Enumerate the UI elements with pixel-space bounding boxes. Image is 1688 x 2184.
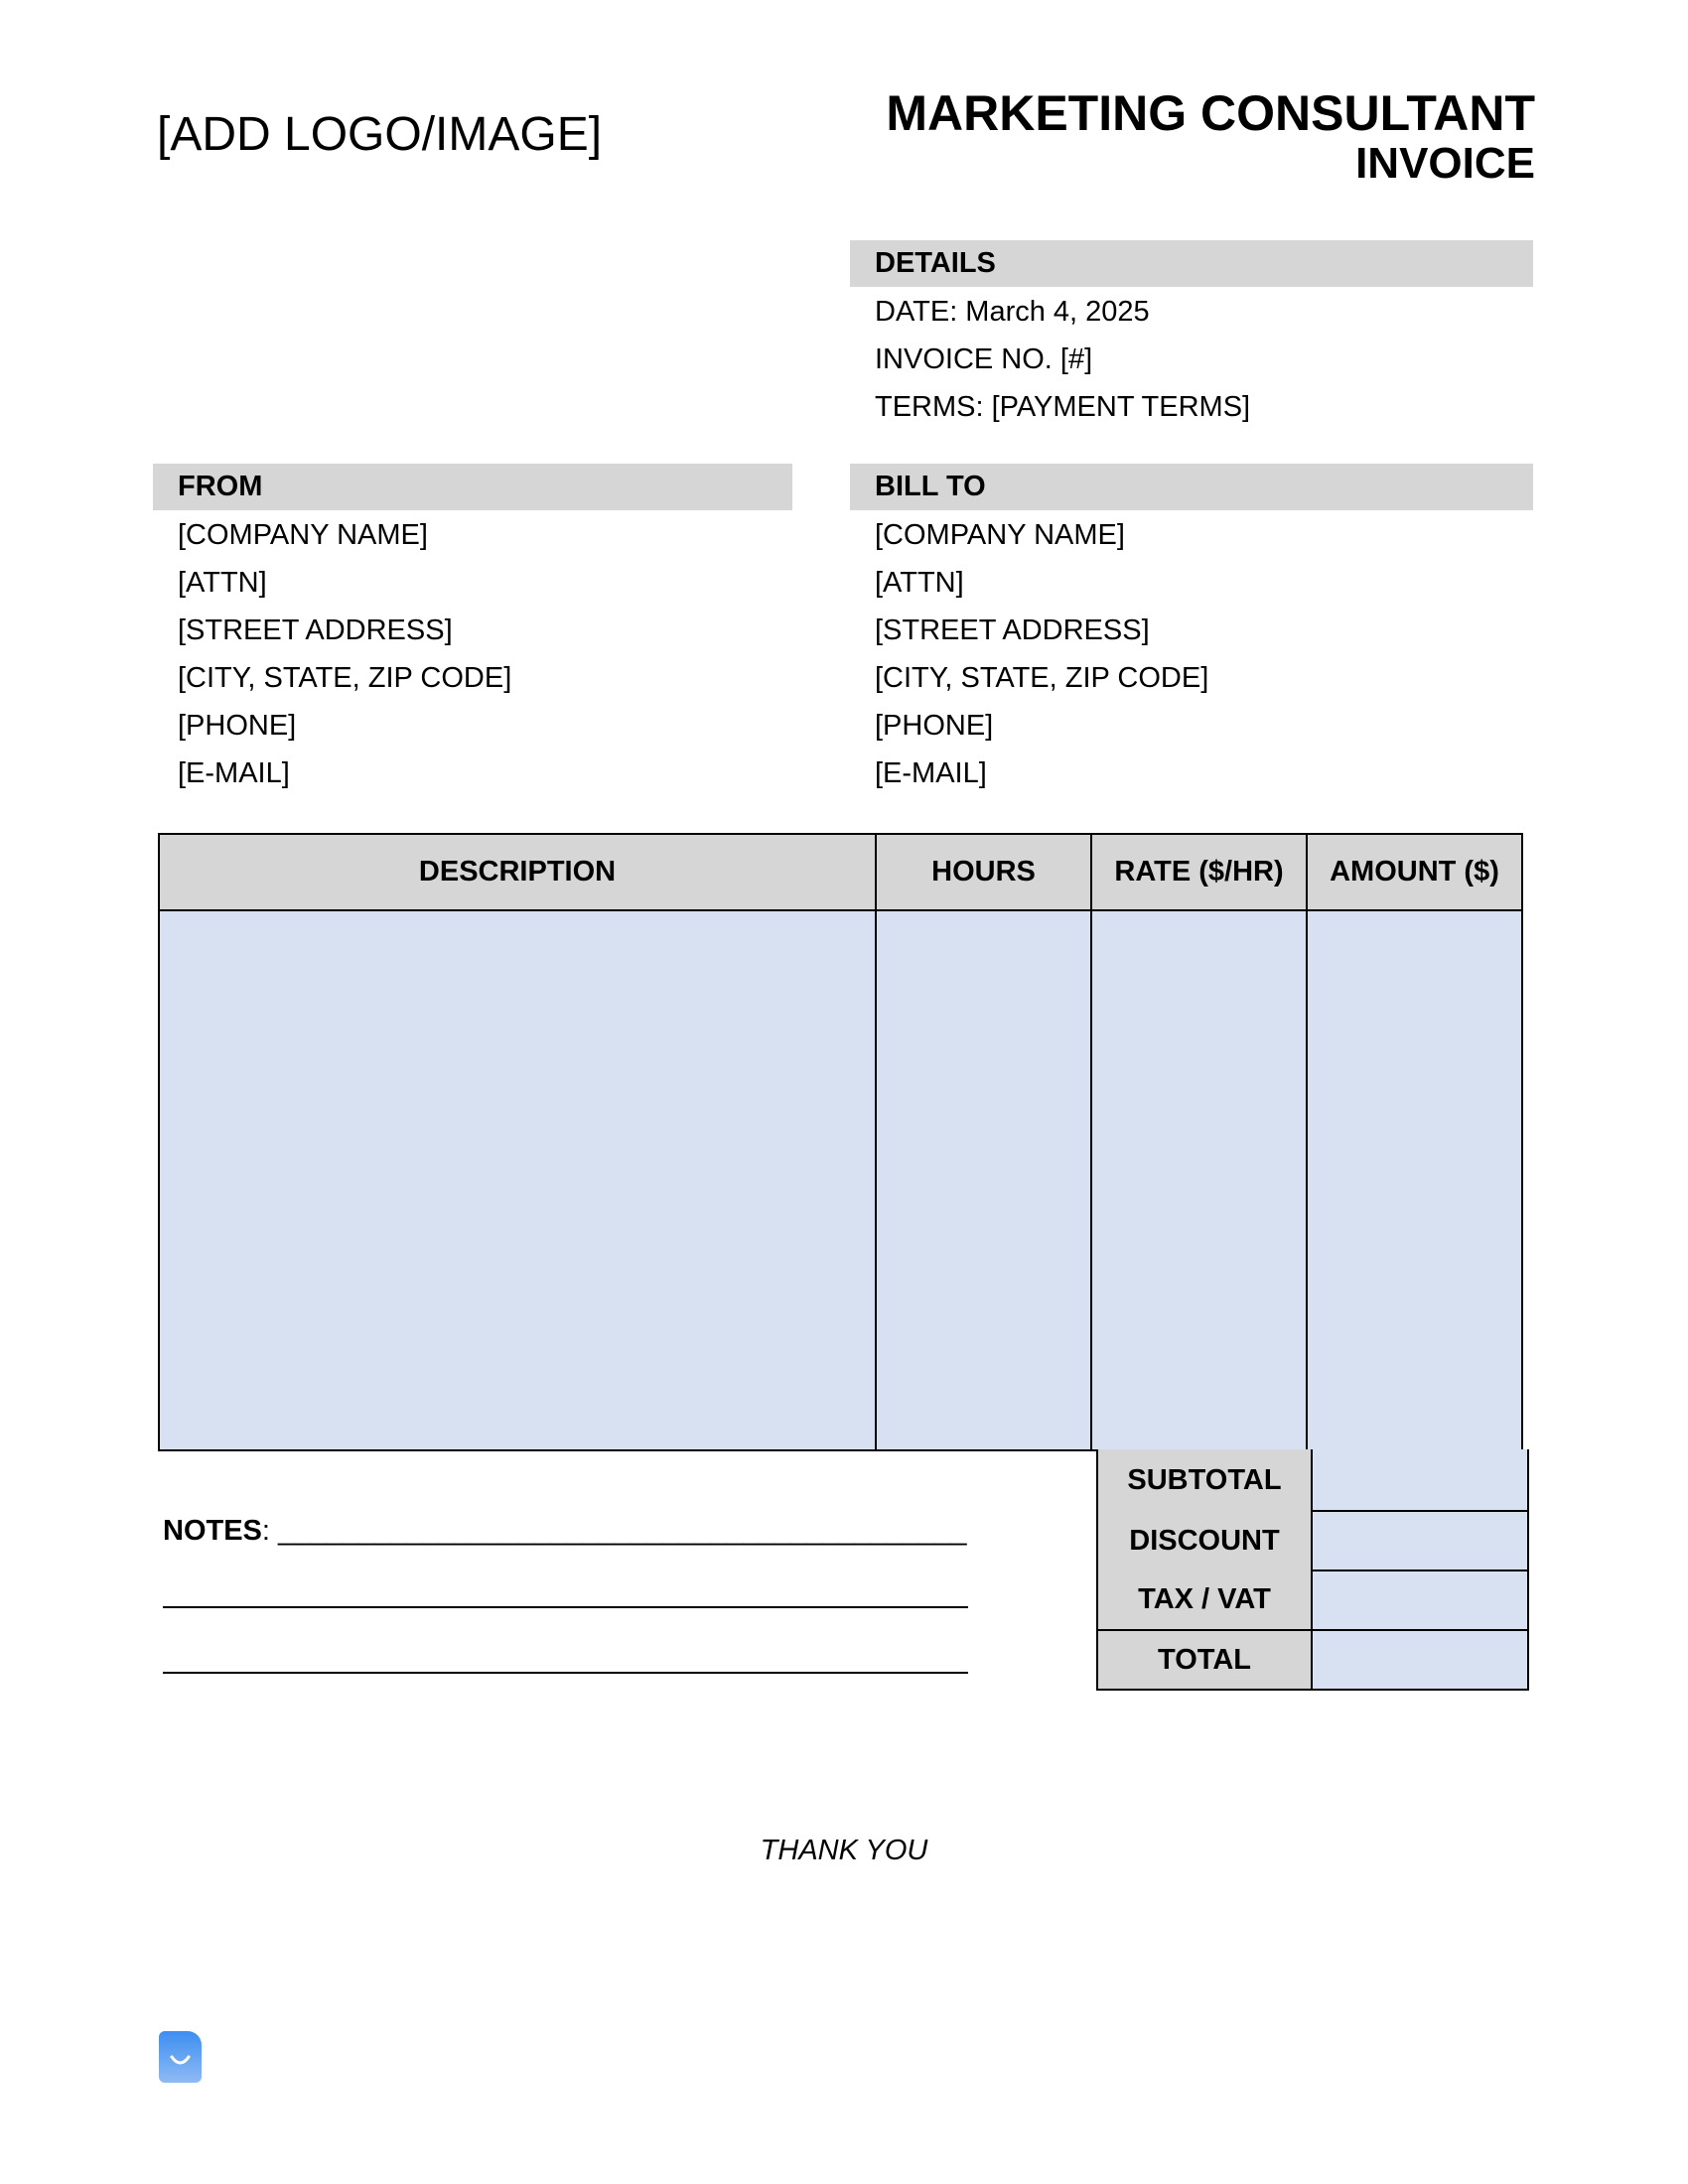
smile-icon bbox=[159, 2031, 202, 2083]
bill-to-street-address: [STREET ADDRESS] bbox=[875, 614, 1150, 646]
description-cell[interactable] bbox=[159, 910, 876, 1450]
total-row bbox=[1097, 1630, 1528, 1690]
bill-to-city-state-zip: [CITY, STATE, ZIP CODE] bbox=[875, 662, 1209, 694]
notes-field[interactable] bbox=[163, 1511, 967, 1551]
notes-line-3[interactable] bbox=[163, 1672, 968, 1674]
bill-to-section bbox=[850, 464, 1533, 797]
line-items-table bbox=[158, 833, 1523, 1451]
tax-value[interactable] bbox=[1312, 1570, 1528, 1630]
notes-line-2[interactable] bbox=[163, 1606, 968, 1608]
from-email: [E-MAIL] bbox=[178, 757, 290, 789]
amount-cell[interactable] bbox=[1307, 910, 1522, 1450]
total-label: TOTAL bbox=[1097, 1630, 1312, 1690]
bill-to-phone: [PHONE] bbox=[875, 710, 994, 742]
notes-line-1[interactable]: : ___________________________________________ bbox=[261, 1515, 967, 1547]
discount-value[interactable] bbox=[1312, 1511, 1528, 1570]
column-hours: HOURS bbox=[876, 834, 1091, 910]
bill-to-attn: [ATTN] bbox=[875, 567, 964, 599]
bill-to-email: [E-MAIL] bbox=[875, 757, 987, 789]
from-company-name: [COMPANY NAME] bbox=[178, 519, 428, 551]
tax-label: TAX / VAT bbox=[1097, 1570, 1312, 1630]
totals-table bbox=[1096, 1449, 1529, 1691]
document-brand-icon bbox=[159, 2031, 202, 2083]
subtotal-label: SUBTOTAL bbox=[1097, 1449, 1312, 1511]
discount-row bbox=[1097, 1511, 1528, 1570]
from-city-state-zip: [CITY, STATE, ZIP CODE] bbox=[178, 662, 512, 694]
details-terms: TERMS: [PAYMENT TERMS] bbox=[875, 391, 1251, 423]
from-street-address: [STREET ADDRESS] bbox=[178, 614, 453, 646]
column-rate: RATE ($/HR) bbox=[1091, 834, 1307, 910]
invoice-title: MARKETING CONSULTANT bbox=[886, 85, 1535, 141]
thank-you-text: THANK YOU bbox=[760, 1835, 928, 1866]
from-section bbox=[153, 464, 792, 797]
total-value[interactable] bbox=[1312, 1630, 1528, 1690]
from-phone: [PHONE] bbox=[178, 710, 297, 742]
details-section bbox=[850, 240, 1533, 431]
rate-cell[interactable] bbox=[1091, 910, 1307, 1450]
bill-to-heading: BILL TO bbox=[850, 464, 1533, 510]
column-description: DESCRIPTION bbox=[159, 834, 876, 910]
details-heading: DETAILS bbox=[850, 240, 1533, 287]
logo-placeholder[interactable]: [ADD LOGO/IMAGE] bbox=[157, 108, 603, 161]
column-amount: AMOUNT ($) bbox=[1307, 834, 1522, 910]
hours-cell[interactable] bbox=[876, 910, 1091, 1450]
tax-row bbox=[1097, 1570, 1528, 1630]
notes-label: NOTES bbox=[163, 1515, 262, 1547]
details-invoice-no: INVOICE NO. [#] bbox=[875, 343, 1093, 375]
subtotal-row bbox=[1097, 1449, 1528, 1511]
details-date: DATE: March 4, 2025 bbox=[875, 296, 1150, 328]
table-row bbox=[159, 910, 1522, 1450]
invoice-subtitle: INVOICE bbox=[1355, 139, 1535, 188]
table-header-row bbox=[159, 834, 1522, 910]
from-heading: FROM bbox=[153, 464, 792, 510]
bill-to-company-name: [COMPANY NAME] bbox=[875, 519, 1125, 551]
discount-label: DISCOUNT bbox=[1097, 1511, 1312, 1570]
subtotal-value[interactable] bbox=[1312, 1449, 1528, 1511]
from-attn: [ATTN] bbox=[178, 567, 267, 599]
